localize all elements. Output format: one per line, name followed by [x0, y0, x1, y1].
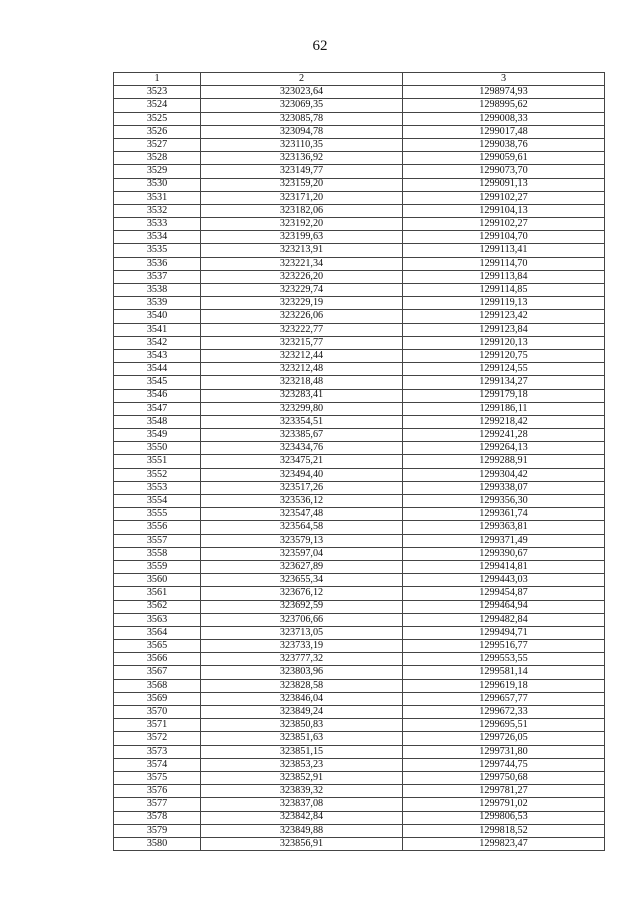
table-row [114, 86, 605, 99]
y-coordinate-cell: 1299304,42 [403, 468, 605, 481]
table-row [114, 297, 605, 310]
y-coordinate-cell: 1299179,18 [403, 389, 605, 402]
table-row [114, 231, 605, 244]
y-coordinate-cell: 1299454,87 [403, 587, 605, 600]
table-row [114, 771, 605, 784]
y-coordinate-cell: 1299791,02 [403, 798, 605, 811]
x-coordinate-cell: 323222,77 [201, 323, 403, 336]
y-coordinate-cell: 1299091,13 [403, 178, 605, 191]
table-row [114, 732, 605, 745]
point-number-cell: 3550 [114, 442, 201, 455]
x-coordinate-cell: 323069,35 [201, 99, 403, 112]
point-number-cell: 3568 [114, 679, 201, 692]
y-coordinate-cell: 1299288,91 [403, 455, 605, 468]
point-number-cell: 3539 [114, 297, 201, 310]
point-number-cell: 3572 [114, 732, 201, 745]
x-coordinate-cell: 323023,64 [201, 86, 403, 99]
y-coordinate-cell: 1299390,67 [403, 547, 605, 560]
point-number-cell: 3575 [114, 771, 201, 784]
point-number-cell: 3566 [114, 653, 201, 666]
table-row [114, 824, 605, 837]
column-header-1: 1 [114, 73, 201, 86]
point-number-cell: 3542 [114, 336, 201, 349]
table-row [114, 706, 605, 719]
x-coordinate-cell: 323837,08 [201, 798, 403, 811]
y-coordinate-cell: 1298974,93 [403, 86, 605, 99]
x-coordinate-cell: 323853,23 [201, 758, 403, 771]
x-coordinate-cell: 323777,32 [201, 653, 403, 666]
x-coordinate-cell: 323229,19 [201, 297, 403, 310]
x-coordinate-cell: 323226,20 [201, 270, 403, 283]
y-coordinate-cell: 1299113,84 [403, 270, 605, 283]
column-header-3: 3 [403, 73, 605, 86]
point-number-cell: 3549 [114, 429, 201, 442]
y-coordinate-cell: 1299038,76 [403, 138, 605, 151]
x-coordinate-cell: 323839,32 [201, 785, 403, 798]
table-row [114, 191, 605, 204]
table-row [114, 363, 605, 376]
y-coordinate-cell: 1299823,47 [403, 837, 605, 850]
point-number-cell: 3533 [114, 218, 201, 231]
point-number-cell: 3551 [114, 455, 201, 468]
table-row [114, 257, 605, 270]
y-coordinate-cell: 1299731,80 [403, 745, 605, 758]
point-number-cell: 3529 [114, 165, 201, 178]
y-coordinate-cell: 1299017,48 [403, 125, 605, 138]
x-coordinate-cell: 323828,58 [201, 679, 403, 692]
x-coordinate-cell: 323159,20 [201, 178, 403, 191]
table-row [114, 587, 605, 600]
y-coordinate-cell: 1299363,81 [403, 521, 605, 534]
x-coordinate-cell: 323212,48 [201, 363, 403, 376]
y-coordinate-cell: 1299482,84 [403, 613, 605, 626]
coordinates-table [113, 72, 605, 851]
table-row [114, 692, 605, 705]
x-coordinate-cell: 323354,51 [201, 415, 403, 428]
x-coordinate-cell: 323842,84 [201, 811, 403, 824]
table-row [114, 204, 605, 217]
x-coordinate-cell: 323171,20 [201, 191, 403, 204]
table-row [114, 785, 605, 798]
y-coordinate-cell: 1299553,55 [403, 653, 605, 666]
point-number-cell: 3540 [114, 310, 201, 323]
point-number-cell: 3525 [114, 112, 201, 125]
table-row [114, 349, 605, 362]
table-row [114, 495, 605, 508]
table-row [114, 640, 605, 653]
table-row [114, 244, 605, 257]
table-row [114, 336, 605, 349]
x-coordinate-cell: 323849,88 [201, 824, 403, 837]
x-coordinate-cell: 323434,76 [201, 442, 403, 455]
point-number-cell: 3547 [114, 402, 201, 415]
x-coordinate-cell: 323299,80 [201, 402, 403, 415]
x-coordinate-cell: 323536,12 [201, 495, 403, 508]
table-row [114, 455, 605, 468]
x-coordinate-cell: 323215,77 [201, 336, 403, 349]
point-number-cell: 3574 [114, 758, 201, 771]
table-row [114, 679, 605, 692]
table-row [114, 415, 605, 428]
point-number-cell: 3571 [114, 719, 201, 732]
point-number-cell: 3570 [114, 706, 201, 719]
y-coordinate-cell: 1299113,41 [403, 244, 605, 257]
x-coordinate-cell: 323226,06 [201, 310, 403, 323]
y-coordinate-cell: 1299114,70 [403, 257, 605, 270]
x-coordinate-cell: 323676,12 [201, 587, 403, 600]
table-row [114, 613, 605, 626]
y-coordinate-cell: 1299120,13 [403, 336, 605, 349]
x-coordinate-cell: 323517,26 [201, 481, 403, 494]
point-number-cell: 3569 [114, 692, 201, 705]
point-number-cell: 3537 [114, 270, 201, 283]
table-row [114, 402, 605, 415]
page-number: 62 [312, 38, 328, 54]
table-row [114, 534, 605, 547]
y-coordinate-cell: 1299218,42 [403, 415, 605, 428]
point-number-cell: 3558 [114, 547, 201, 560]
y-coordinate-cell: 1299119,13 [403, 297, 605, 310]
y-coordinate-cell: 1298995,62 [403, 99, 605, 112]
table-row [114, 508, 605, 521]
y-coordinate-cell: 1299414,81 [403, 560, 605, 573]
y-coordinate-cell: 1299059,61 [403, 152, 605, 165]
x-coordinate-cell: 323803,96 [201, 666, 403, 679]
point-number-cell: 3538 [114, 284, 201, 297]
x-coordinate-cell: 323192,20 [201, 218, 403, 231]
y-coordinate-cell: 1299104,70 [403, 231, 605, 244]
table-body [114, 86, 605, 851]
x-coordinate-cell: 323692,59 [201, 600, 403, 613]
y-coordinate-cell: 1299186,11 [403, 402, 605, 415]
table-row [114, 745, 605, 758]
point-number-cell: 3579 [114, 824, 201, 837]
point-number-cell: 3552 [114, 468, 201, 481]
point-number-cell: 3561 [114, 587, 201, 600]
x-coordinate-cell: 323655,34 [201, 574, 403, 587]
point-number-cell: 3535 [114, 244, 201, 257]
y-coordinate-cell: 1299102,27 [403, 218, 605, 231]
point-number-cell: 3544 [114, 363, 201, 376]
table-row [114, 376, 605, 389]
table-row [114, 218, 605, 231]
x-coordinate-cell: 323199,63 [201, 231, 403, 244]
point-number-cell: 3527 [114, 138, 201, 151]
point-number-cell: 3528 [114, 152, 201, 165]
table-row [114, 99, 605, 112]
x-coordinate-cell: 323494,40 [201, 468, 403, 481]
column-header-2: 2 [201, 73, 403, 86]
y-coordinate-cell: 1299494,71 [403, 626, 605, 639]
point-number-cell: 3556 [114, 521, 201, 534]
table-row [114, 152, 605, 165]
y-coordinate-cell: 1299464,94 [403, 600, 605, 613]
y-coordinate-cell: 1299806,53 [403, 811, 605, 824]
x-coordinate-cell: 323213,91 [201, 244, 403, 257]
x-coordinate-cell: 323085,78 [201, 112, 403, 125]
y-coordinate-cell: 1299123,84 [403, 323, 605, 336]
y-coordinate-cell: 1299672,33 [403, 706, 605, 719]
y-coordinate-cell: 1299371,49 [403, 534, 605, 547]
x-coordinate-cell: 323597,04 [201, 547, 403, 560]
table-row [114, 284, 605, 297]
point-number-cell: 3526 [114, 125, 201, 138]
y-coordinate-cell: 1299581,14 [403, 666, 605, 679]
table-row [114, 811, 605, 824]
x-coordinate-cell: 323475,21 [201, 455, 403, 468]
x-coordinate-cell: 323283,41 [201, 389, 403, 402]
table-row [114, 758, 605, 771]
point-number-cell: 3573 [114, 745, 201, 758]
table-row [114, 112, 605, 125]
x-coordinate-cell: 323706,66 [201, 613, 403, 626]
point-number-cell: 3562 [114, 600, 201, 613]
table-row [114, 138, 605, 151]
table-row [114, 165, 605, 178]
point-number-cell: 3532 [114, 204, 201, 217]
table-row [114, 178, 605, 191]
point-number-cell: 3543 [114, 349, 201, 362]
x-coordinate-cell: 323564,58 [201, 521, 403, 534]
point-number-cell: 3531 [114, 191, 201, 204]
y-coordinate-cell: 1299134,27 [403, 376, 605, 389]
point-number-cell: 3536 [114, 257, 201, 270]
y-coordinate-cell: 1299114,85 [403, 284, 605, 297]
y-coordinate-cell: 1299241,28 [403, 429, 605, 442]
x-coordinate-cell: 323229,74 [201, 284, 403, 297]
y-coordinate-cell: 1299781,27 [403, 785, 605, 798]
point-number-cell: 3555 [114, 508, 201, 521]
table-row [114, 270, 605, 283]
x-coordinate-cell: 323149,77 [201, 165, 403, 178]
point-number-cell: 3557 [114, 534, 201, 547]
table-row [114, 310, 605, 323]
y-coordinate-cell: 1299657,77 [403, 692, 605, 705]
point-number-cell: 3567 [114, 666, 201, 679]
x-coordinate-cell: 323849,24 [201, 706, 403, 719]
y-coordinate-cell: 1299818,52 [403, 824, 605, 837]
y-coordinate-cell: 1299073,70 [403, 165, 605, 178]
y-coordinate-cell: 1299008,33 [403, 112, 605, 125]
y-coordinate-cell: 1299516,77 [403, 640, 605, 653]
table-row [114, 521, 605, 534]
y-coordinate-cell: 1299744,75 [403, 758, 605, 771]
x-coordinate-cell: 323579,13 [201, 534, 403, 547]
y-coordinate-cell: 1299356,30 [403, 495, 605, 508]
y-coordinate-cell: 1299726,05 [403, 732, 605, 745]
x-coordinate-cell: 323094,78 [201, 125, 403, 138]
table-row [114, 574, 605, 587]
table-row [114, 560, 605, 573]
point-number-cell: 3563 [114, 613, 201, 626]
point-number-cell: 3559 [114, 560, 201, 573]
point-number-cell: 3577 [114, 798, 201, 811]
point-number-cell: 3523 [114, 86, 201, 99]
point-number-cell: 3524 [114, 99, 201, 112]
y-coordinate-cell: 1299104,13 [403, 204, 605, 217]
point-number-cell: 3565 [114, 640, 201, 653]
table-row [114, 429, 605, 442]
point-number-cell: 3553 [114, 481, 201, 494]
table-header-row [114, 73, 605, 86]
y-coordinate-cell: 1299102,27 [403, 191, 605, 204]
table-row [114, 125, 605, 138]
table-row [114, 600, 605, 613]
point-number-cell: 3530 [114, 178, 201, 191]
y-coordinate-cell: 1299264,13 [403, 442, 605, 455]
point-number-cell: 3546 [114, 389, 201, 402]
x-coordinate-cell: 323627,89 [201, 560, 403, 573]
x-coordinate-cell: 323852,91 [201, 771, 403, 784]
table-row [114, 653, 605, 666]
y-coordinate-cell: 1299443,03 [403, 574, 605, 587]
y-coordinate-cell: 1299619,18 [403, 679, 605, 692]
y-coordinate-cell: 1299361,74 [403, 508, 605, 521]
table-row [114, 389, 605, 402]
y-coordinate-cell: 1299124,55 [403, 363, 605, 376]
x-coordinate-cell: 323851,63 [201, 732, 403, 745]
y-coordinate-cell: 1299120,75 [403, 349, 605, 362]
table-row [114, 323, 605, 336]
table-row [114, 719, 605, 732]
y-coordinate-cell: 1299750,68 [403, 771, 605, 784]
point-number-cell: 3541 [114, 323, 201, 336]
x-coordinate-cell: 323851,15 [201, 745, 403, 758]
point-number-cell: 3560 [114, 574, 201, 587]
x-coordinate-cell: 323385,67 [201, 429, 403, 442]
point-number-cell: 3578 [114, 811, 201, 824]
point-number-cell: 3545 [114, 376, 201, 389]
point-number-cell: 3564 [114, 626, 201, 639]
point-number-cell: 3580 [114, 837, 201, 850]
x-coordinate-cell: 323547,48 [201, 508, 403, 521]
table-row [114, 798, 605, 811]
point-number-cell: 3548 [114, 415, 201, 428]
point-number-cell: 3534 [114, 231, 201, 244]
table-row [114, 468, 605, 481]
point-number-cell: 3576 [114, 785, 201, 798]
y-coordinate-cell: 1299338,07 [403, 481, 605, 494]
y-coordinate-cell: 1299123,42 [403, 310, 605, 323]
x-coordinate-cell: 323110,35 [201, 138, 403, 151]
x-coordinate-cell: 323182,06 [201, 204, 403, 217]
x-coordinate-cell: 323221,34 [201, 257, 403, 270]
x-coordinate-cell: 323212,44 [201, 349, 403, 362]
table-row [114, 837, 605, 850]
x-coordinate-cell: 323713,05 [201, 626, 403, 639]
y-coordinate-cell: 1299695,51 [403, 719, 605, 732]
table-row [114, 626, 605, 639]
x-coordinate-cell: 323733,19 [201, 640, 403, 653]
table-row [114, 547, 605, 560]
table-row [114, 442, 605, 455]
x-coordinate-cell: 323136,92 [201, 152, 403, 165]
table-row [114, 666, 605, 679]
x-coordinate-cell: 323846,04 [201, 692, 403, 705]
x-coordinate-cell: 323850,83 [201, 719, 403, 732]
table-row [114, 481, 605, 494]
coordinates-table-container [113, 72, 604, 851]
x-coordinate-cell: 323218,48 [201, 376, 403, 389]
point-number-cell: 3554 [114, 495, 201, 508]
x-coordinate-cell: 323856,91 [201, 837, 403, 850]
